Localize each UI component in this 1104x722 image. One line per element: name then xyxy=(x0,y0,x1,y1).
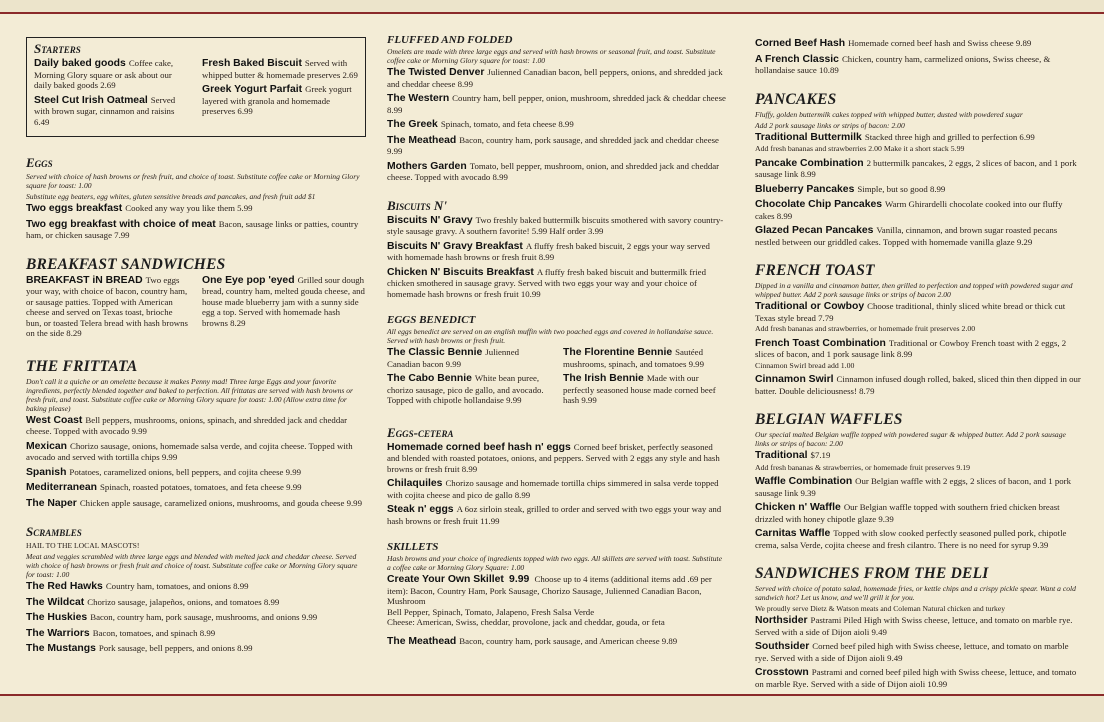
breakfast-sandwiches-section xyxy=(26,256,366,343)
menu-item: Chicken n' Waffle Our Belgian waffle topped with southern fried chicken breast drizzled with honey chipotle glaze 9.39 xyxy=(755,502,1060,524)
section-note: Omelets are made with three large eggs and served with hash browns or seasonal fruit, and toast. Substitute coffee cake or Morning Glory square for toast: 1.00 xyxy=(387,47,716,65)
menu-item: Homemade corned beef hash n' eggs Corned beef brisket, perfectly seasoned and blended with roasted potatoes, onions, and peppers. Served with 2 eggs any style and hash browns or fresh fruit 8.99 xyxy=(387,441,720,474)
menu-item: Two eggs breakfast Cooked any way you like them 5.99 xyxy=(26,203,253,214)
french-toast-section xyxy=(755,262,1081,396)
deli-section xyxy=(755,565,1081,689)
waffles-section xyxy=(755,411,1081,550)
eggs-heading: Eggs xyxy=(26,155,53,170)
biscuits-heading: Biscuits N' xyxy=(387,197,447,213)
menu-column-middle xyxy=(387,34,727,662)
menu-item: The Florentine Bennie Sautéed mushrooms, spinach, and tomatoes 9.99 xyxy=(563,347,704,369)
menu-item: Northsider Pastrami Piled High with Swiss cheese, lettuce, and tomato on marble rye. Served with a side of Dijon aioli 9.49 xyxy=(755,615,1073,637)
menu-item: Crosstown Pastrami and corned beef piled high with Swiss cheese, lettuce, and tomato on marble Rye. Served with a side of Dijon aioli 10.99 xyxy=(755,667,1077,689)
menu-item: Mediterranean Spinach, roasted potatoes, tomatoes, and feta cheese 9.99 xyxy=(26,482,302,493)
menu-column-right xyxy=(755,34,1081,704)
menu-item: The Wildcat Chorizo sausage, jalapeños, onions, and tomatoes 8.99 xyxy=(26,596,280,608)
menu-item: The Meathead Bacon, country ham, pork sausage, and American cheese 9.89 xyxy=(387,635,678,647)
menu-item: Blueberry Pancakes Simple, but so good 8.99 xyxy=(755,183,946,195)
menu-item: Fresh Baked Biscuit Served with whipped butter & homemade preserves 2.69 xyxy=(202,58,358,80)
biscuits-section xyxy=(387,198,727,300)
hash-section xyxy=(755,38,1081,76)
menu-item: Traditional or Cowboy Choose traditional, thinly sliced white bread or thick cut Texas style bread 7.79 Add fresh bananas and strawberries, or homemade fruit preserves 2.00 xyxy=(755,301,1066,333)
menu-item: Chocolate Chip Pancakes Warm Ghirardelli chocolate cooked into our fluffy cakes 8.99 xyxy=(755,199,1063,221)
menu-item: Carnitas Waffle Topped with slow cooked perfectly seasoned pulled pork, chipotle crema, salsa Verde, cojita cheese and fresh cilantro. There is no need for syrup 9.39 xyxy=(755,528,1067,550)
section-note: Dipped in a vanilla and cinnamon batter, then grilled to perfection and topped with powdered sugar and whipped butter. Add 2 pork sausage links or strips of bacon 2.00 xyxy=(755,281,1073,299)
french-toast-heading: FRENCH TOAST xyxy=(755,262,875,279)
menu-item: Chilaquiles Chorizo sausage and homemade tortilla chips simmered in salsa verde topped with cojita cheese and pico de gallo 8.99 xyxy=(387,478,719,500)
skillets-heading: SKILLETS xyxy=(387,541,439,553)
menu-item: Waffle Combination Our Belgian waffle with 2 eggs, 2 slices of bacon, and 1 pork sausage link 9.39 xyxy=(755,476,1071,498)
section-note: Hash browns and your choice of ingredients topped with two eggs. All skillets are served with toast. Substitute a coffee cake or Morning Glory Square: 1.00 xyxy=(387,554,723,572)
menu-item: The Classic Bennie Julienned Canadian bacon 9.99 xyxy=(387,347,520,369)
menu-item: Two egg breakfast with choice of meat Bacon, sausage links or patties, country ham, or chicken sausage 7.99 xyxy=(26,218,359,240)
section-note: Don't call it a quiche or an omelette because it makes Penny mad! Three large Eggs and your favorite ingredients, perfectly blended together and baked to perfection. All frittatas are served with hash browns or fresh fruit, and toast. Substitute coffee cake or Morning Glory square for toast: 1.00 (Allow extra time for baking please) xyxy=(26,376,353,413)
menu-item: The Western Country ham, bell pepper, onion, mushroom, shredded jack & cheddar cheese 8.99 xyxy=(387,93,726,115)
menu-item: Southsider Corned beef piled high with Swiss cheese, lettuce, and tomato on marble rye. Served with a side of Dijon aioli 9.49 xyxy=(755,641,1069,663)
skillets-section xyxy=(387,541,727,647)
menu-item: The Greek Spinach, tomato, and feta cheese 8.99 xyxy=(387,119,574,130)
menu-item: The Cabo Bennie White bean puree, chorizo sausage, pico de gallo, and avocado. Topped with chipotle hollandaise 9.99 xyxy=(387,373,544,405)
pancakes-heading: PANCAKES xyxy=(755,90,837,108)
menu-item: One Eye pop 'eyed Grilled sour dough bread, country ham, melted gouda cheese, and house made blueberry jam with a sunny side egg a top. Served with homemade hash browns 8.29 xyxy=(202,274,365,328)
menu-item: Chicken N' Biscuits Breakfast A fluffy fresh baked biscuit and buttermilk fried chicken smothered in sausage gravy. Served with two eggs your way and your choice of homemade hash browns or fresh fruit 10.99 xyxy=(387,266,706,299)
section-note: Fluffy, golden buttermilk cakes topped with whipped butter, dusted with powdered sugar xyxy=(755,109,1023,119)
menu-item: Biscuits N' Gravy Two freshly baked buttermilk biscuits smothered with savory country-style sausage gravy. A southern favorite! 5.99 Half order 3.99 xyxy=(387,214,724,236)
menu-item: Pancake Combination 2 buttermilk pancakes, 2 eggs, 2 slices of bacon, and 1 pork sausage link 8.99 xyxy=(755,157,1077,179)
pancakes-section xyxy=(755,91,1081,248)
section-note: Served with choice of potato salad, homemade fries, or kettle chips and a crispy pickle spear. Want a cold sandwich hot? Let us know, and we'll grill it for you. xyxy=(755,584,1076,602)
menu-item: The Red Hawks Country ham, tomatoes, and onions 8.99 xyxy=(26,581,249,592)
deli-heading: SANDWICHES FROM THE DELI xyxy=(755,565,989,582)
section-note: Meat and veggies scrambled with three large eggs and blended with melted jack and cheddar cheese. Served with choice of hash browns or fresh fruit and choice of toast. Substitute coffee cake or Morning Glory square for toast: 1.00 xyxy=(26,552,358,579)
menu-item: The Irish Bennie Made with our perfectly seasoned house made corned beef hash 9.99 xyxy=(563,373,716,405)
benedict-heading: EGGS BENEDICT xyxy=(387,314,476,326)
menu-item: Traditional $7.19 Add fresh bananas & strawberries, or homemade fruit preserves 9.19 xyxy=(755,450,970,472)
frittata-heading: THE FRITTATA xyxy=(26,357,138,375)
eggscetera-heading: Eggs-cetera xyxy=(387,424,454,440)
menu-item: Steel Cut Irish Oatmeal Served with brown sugar, cinnamon and raisins 6.49 xyxy=(34,94,176,127)
menu-item: French Toast Combination Traditional or Cowboy French toast with 2 eggs, 2 slices of bacon, and 1 pork sausage link 8.99 Cinnamon Swirl bread add 1.00 xyxy=(755,337,1067,370)
menu-column-left xyxy=(26,34,366,670)
menu-item: The Naper Chicken apple sausage, caramelized onions, mushrooms, and gouda cheese 9.99 xyxy=(26,497,362,509)
menu-item: The Warriors Bacon, tomatoes, and spinach 8.99 xyxy=(26,627,216,639)
eggs-section xyxy=(26,155,366,241)
menu-item: The Huskies Bacon, country ham, pork sausage, mushrooms, and onions 9.99 xyxy=(26,612,318,623)
menu-item: Create Your Own Skillet 9.99 Choose up to 4 items (additional items add .69 per item): Bacon, Country Ham, Pork Sausage, Chorizo Sausage, Julienned Canadian Bacon, Mushroom Bell Pepper, Spinach, Tomato, Jalapeno, Fresh Salsa Verde Cheese: American, Swiss, cheddar, provolone, jack and cheddar, gouda, or feta xyxy=(387,574,712,627)
menu-item: Cinnamon Swirl Cinnamon infused dough rolled, baked, sliced thin then dipped in our batter. Double deliciousness! 8.79 xyxy=(755,374,1081,396)
menu-item: Mothers Garden Tomato, bell pepper, mushroom, onion, and shredded jack and cheddar cheese. Topped with avocado 8.99 xyxy=(387,160,720,182)
section-note: We proudly serve Dietz & Watson meats and Coleman Natural chicken and turkey xyxy=(755,604,1005,613)
menu-item: Traditional Buttermilk Stacked three high and grilled to perfection 6.99 Add fresh bananas and strawberries 2.00 Make it a short stack 5.99 xyxy=(755,131,1035,153)
menu-item: Glazed Pecan Pancakes Vanilla, cinnamon, and brown sugar roasted pecans nestled between our griddled cakes. Topped with homemade vanilla glaze 9.29 xyxy=(755,225,1058,247)
menu-item: Biscuits N' Gravy Breakfast A fluffy fresh baked biscuit, 2 eggs your way served with homemade hash browns or fresh fruit 8.99 xyxy=(387,240,710,262)
menu-item: West Coast Bell peppers, mushrooms, onions, spinach, and shredded jack and cheddar cheese. Topped with avocado 9.99 xyxy=(26,414,348,436)
menu-item: Mexican Chorizo sausage, onions, homemade salsa verde, and cojita cheese. Topped with avocado and served with tortilla chips 9.99 xyxy=(26,440,353,462)
section-note: Substitute egg beaters, egg whites, gluten sensitive breads and pancakes, and fresh fruit add $1 xyxy=(26,192,316,201)
menu-item: Steak n' eggs A 6oz sirloin steak, grilled to order and served with two eggs your way and hash browns or fresh fruit 11.99 xyxy=(387,504,722,526)
scrambles-heading: Scrambles xyxy=(26,524,82,539)
scrambles-section xyxy=(26,524,366,655)
menu-item: Spanish Potatoes, caramelized onions, bell peppers, and cojita cheese 9.99 xyxy=(26,466,301,478)
menu-item: A French Classic Chicken, country ham, carmelized onions, Swiss cheese, & hollandaise sauce 10.89 xyxy=(755,53,1051,75)
menu-item: The Twisted Denver Julienned Canadian bacon, bell peppers, onions, and shredded jack and cheddar cheese 8.99 xyxy=(387,67,723,89)
menu-item: Daily baked goods Coffee cake, Morning Glory square or ask about our daily baked goods 2.69 xyxy=(34,58,174,90)
menu-item: BREAKFAST iN BREAD Two eggs your way, with choice of bacon, country ham, or sausage patties. Topped with American cheese and served on Texas toast, brioche bun, or toasted Telera bread with hash browns on the side 8.29 xyxy=(26,274,188,338)
starters-heading: Starters xyxy=(34,41,81,56)
waffles-heading: BELGIAN WAFFLES xyxy=(755,411,903,428)
section-note: All eggs benedict are served on an english muffin with two poached eggs and covered in hollandaise sauce. Served with hash browns or fresh fruit. xyxy=(387,327,714,345)
section-note: Add 2 pork sausage links or strips of bacon: 2.00 xyxy=(755,120,905,130)
section-note: Served with choice of hash browns or fresh fruit, and choice of toast. Substitute coffee cake or Morning Glory square for toast: 1.00 xyxy=(26,172,360,190)
menu-item: Corned Beef Hash Homemade corned beef hash and Swiss cheese 9.89 xyxy=(755,38,1032,49)
top-border xyxy=(0,0,1104,14)
menu-item: Greek Yogurt Parfait Greek yogurt layered with granola and homemade preserves 6.99 xyxy=(202,84,352,116)
breakfast-sandwiches-heading: BREAKFAST SANDWICHES xyxy=(26,255,226,273)
starters-box xyxy=(26,37,366,137)
fluffed-section xyxy=(387,34,727,183)
benedict-section xyxy=(387,314,727,410)
frittata-section xyxy=(26,358,366,510)
fluffed-heading: FLUFFED AND FOLDED xyxy=(387,34,513,46)
menu-item: The Meathead Bacon, country ham, pork sausage, and shredded jack and cheddar cheese 9.99 xyxy=(387,134,719,156)
menu-item: The Mustangs Pork sausage, bell peppers, and onions 8.99 xyxy=(26,643,253,654)
section-tagline: HAIL TO THE LOCAL MASCOTS! xyxy=(26,541,140,550)
eggscetera-section xyxy=(387,425,727,527)
section-note: Our special malted Belgian waffle topped with powdered sugar & whipped butter. Add 2 pork sausage links or strips of bacon: 2.00 xyxy=(755,430,1066,448)
